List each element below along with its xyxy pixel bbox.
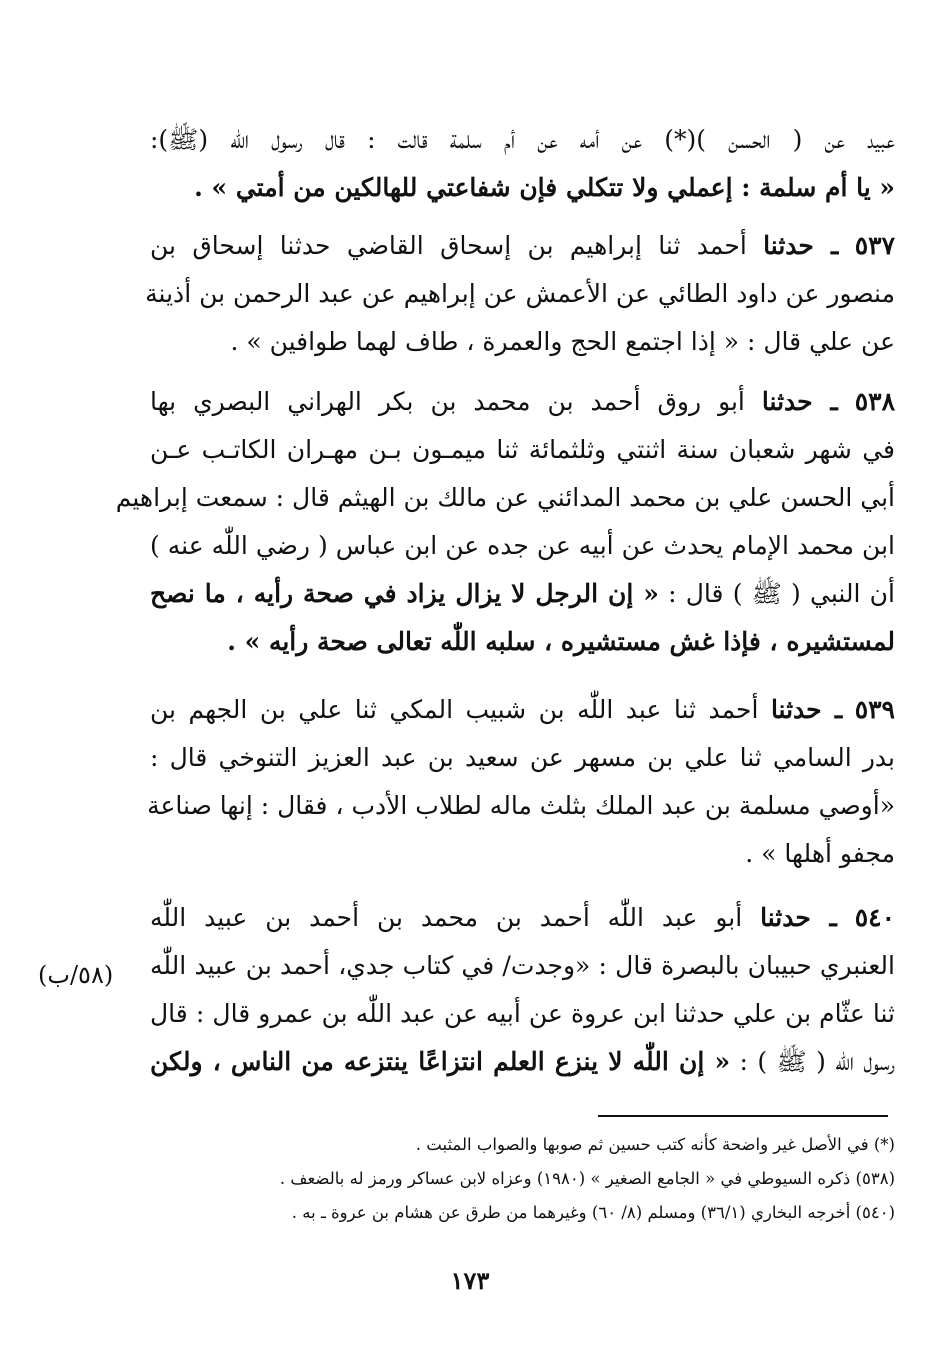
text-line: [150, 1038, 895, 1086]
hadith-first-line: [150, 686, 895, 734]
hadith-keyword: حدثنا: [761, 387, 813, 416]
text-line: في شهر شعبان سنة اثنتي وثلثمائة ثنا ميمـون بـن مهـران الكاتـب عـن: [150, 435, 895, 464]
text-line: «أوصي مسلمة بن عبد الملك بثلث ماله لطلاب الأدب ، فقال : إنها صناعة: [147, 791, 895, 820]
hadith-number: ٥٣٩: [854, 695, 895, 724]
text-line: [150, 570, 895, 618]
hadith-540: [150, 894, 895, 1086]
text-line: بدر السامي ثنا علي بن مسهر عن سعيد بن عبد العزيز التنوخي قال :: [150, 743, 895, 772]
hadith-keyword: حدثنا: [763, 231, 814, 260]
page-number: ١٧٣: [450, 1266, 490, 1295]
hadith-first-line: [150, 894, 895, 942]
hadith-text: أبو عبد اللّٰه أحمد بن محمد بن أحمد بن عبيد اللّٰه: [150, 903, 743, 932]
text-line: منصور عن داود الطائي عن الأعمش عن إبراهيم عن عبد الرحمن بن أذينة: [145, 279, 895, 308]
hadith-text: أبو روق أحمد بن محمد بن بكر الهراني البصري بها: [150, 387, 745, 416]
hadith-number: ٥٤٠: [854, 903, 896, 932]
text-line: لمستشيره ، فإذا غش مستشيره ، سلبه اللّٰه تعالى صحة رأيه » .: [227, 627, 895, 656]
text-line: عن علي قال : « إذا اجتمع الحج والعمرة ، طاف لهما طوافين » .: [230, 327, 895, 356]
text-quote-bold: « إن اللّٰه لا ينزع العلم انتزاعًا ينتزعه من الناس ، ولكن: [150, 1047, 731, 1076]
text-line: « يا أم سلمة : إعملي ولا تتكلي فإن شفاعتي للهالكين من أمتي » .: [194, 173, 895, 202]
text-line: عبيد عن ( الحسن )(*) عن أمه عن أم سلمة قالت : قال رسول اللّٰه (ﷺ):: [150, 125, 895, 154]
footnote: (*) في الأصل غير واضحة كأنه كتب حسين ثم صوبها والصواب المثبت .: [415, 1135, 895, 1154]
footnote: (٥٤٠) أخرجه البخاري (٣٦/١) ومسلم (٨/ ٦٠) وغيرهما من طرق عن هشام بن عروة ـ به .: [291, 1203, 895, 1222]
hadith-dash: ـ: [813, 231, 839, 260]
hadith-first-line: [150, 222, 895, 270]
marginal-folio-note: (٥٨/ب): [38, 961, 114, 989]
hadith-dash: ـ: [812, 387, 838, 416]
footnote-separator: [598, 1115, 888, 1117]
hadith-537: [145, 222, 896, 366]
paragraph-continuation: [150, 116, 895, 212]
hadith-number: ٥٣٨: [854, 387, 896, 416]
hadith-first-line: [150, 378, 895, 426]
hadith-text: أحمد ثنا إبراهيم بن إسحاق القاضي حدثنا إسحاق بن: [150, 231, 747, 260]
hadith-keyword: حدثنا: [760, 903, 811, 932]
footnotes: [165, 1128, 895, 1230]
text-quote-bold: « إن الرجل لا يزال يزاد في صحة رأيه ، ما نصح: [150, 579, 659, 608]
footnote: (٥٣٨) ذكره السيوطي في « الجامع الصغير » (١٩٨٠) وعزاه لابن عساكر ورمز له بالضعف .: [279, 1169, 895, 1188]
text-line: ابن محمد الإمام يحدث عن أبيه عن جده عن ابن عباس ( رضي اللّٰه عنه ): [150, 531, 895, 560]
text-line: أبي الحسن علي بن محمد المدائني عن مالك بن الهيثم قال : سمعت إبراهيم: [115, 483, 895, 512]
hadith-538: [115, 378, 896, 666]
hadith-539: [147, 686, 895, 878]
hadith-dash: ـ: [821, 695, 843, 724]
text-line: العنبري حبيبان بالبصرة قال : «وجدت/ في كتاب جدي، أحمد بن عبيد اللّٰه: [150, 951, 895, 980]
text-plain: أن النبي ( ﷺ ) قال :: [658, 579, 895, 608]
hadith-dash: ـ: [810, 903, 837, 932]
text-line: مجفو أهلها » .: [745, 839, 895, 868]
hadith-text: أحمد ثنا عبد اللّٰه بن شبيب المكي ثنا علي بن الجهم بن: [150, 695, 759, 724]
text-line: ثنا عثّام بن علي حدثنا ابن عروة عن أبيه عن عبد اللّٰه بن عمرو قال : قال: [150, 999, 895, 1028]
hadith-keyword: حدثنا: [770, 695, 822, 724]
hadith-number: ٥٣٧: [854, 231, 896, 260]
text-plain: رسول اللّٰه ( ﷺ ) :: [730, 1047, 895, 1076]
